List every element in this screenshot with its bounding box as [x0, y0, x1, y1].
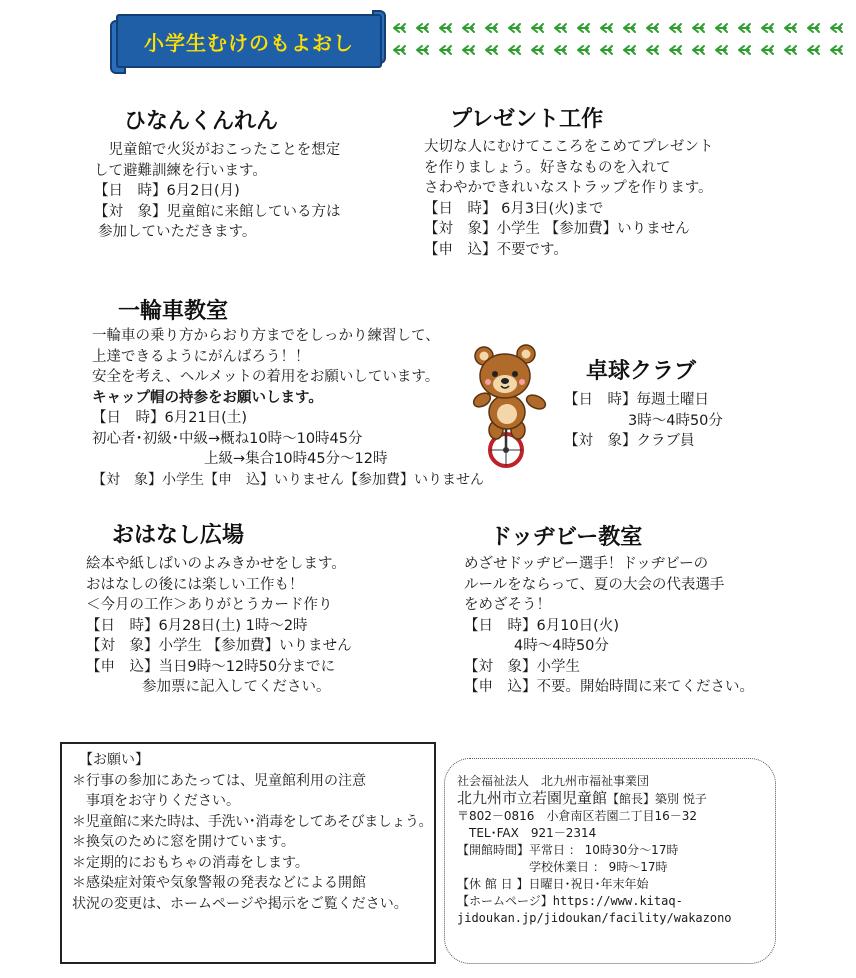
info-address: 〒802－0816 小倉南区若園二丁目16－32 — [457, 809, 697, 823]
arrow-icon — [440, 46, 451, 54]
dodgebee-line: めざせドッヂビー選手！ドッヂビーの — [464, 556, 709, 572]
info-facility-row — [457, 790, 767, 808]
evacuation-line: 【日 時】6月2日(月) — [94, 183, 240, 199]
arrow-icon — [532, 24, 543, 32]
info-hours-school: 学校休業日 ： 9時～17時 — [529, 860, 668, 874]
arrow-icon — [417, 24, 428, 32]
arrow-icon — [716, 24, 727, 32]
present-line: 【申 込】不要です。 — [424, 241, 568, 258]
unicycle-date: 【日 時】6月21日(土) — [92, 410, 247, 426]
info-director: 【館長】築別 悦子 — [607, 792, 707, 806]
table-tennis-target: 【対 象】クラブ員 — [564, 433, 695, 449]
unicycle-level2: 上級→集合10時45分～12時 — [204, 451, 388, 467]
evacuation-body — [94, 140, 341, 243]
present-line: を作りましょう。好きなものを入れて — [424, 159, 671, 176]
unicycle-body — [92, 326, 484, 490]
info-closed: 【休 館 日 】日曜日･祝日･年末年始 — [457, 877, 649, 891]
notice-box — [60, 742, 436, 964]
evacuation-line: 【対 象】児童館に来館している方は — [94, 203, 341, 220]
unicycle-line: 上達できるようにがんばろう！！ — [92, 348, 310, 365]
evacuation-line: 参加していただきます。 — [98, 224, 257, 240]
evacuation-line: 児童館で火災がおこったことを想定 — [94, 142, 341, 158]
arrow-icon — [647, 24, 658, 32]
storytime-line: 【対 象】小学生 【参加費】いりません — [86, 638, 352, 654]
unicycle-level1: 初心者･初級･中級→概ね10時～10時45分 — [92, 430, 363, 447]
present-line: 【対 象】小学生 【参加費】いりません — [424, 221, 690, 237]
arrow-icon — [601, 24, 612, 32]
unicycle-title: 一輪車教室 — [118, 299, 229, 324]
arrow-icon — [509, 24, 520, 32]
present-body — [424, 137, 713, 260]
storytime-line: おはなしの後には楽しい工作も！ — [86, 576, 304, 593]
arrow-icon — [808, 46, 819, 54]
page-title: 小学生むけのもよおし — [144, 30, 354, 55]
arrow-icon — [555, 46, 566, 54]
arrow-icon — [532, 46, 543, 54]
arrow-icon — [647, 46, 658, 54]
arrow-icon — [463, 46, 474, 54]
notice-line: ＊換気のために窓を開けています。 — [72, 834, 295, 850]
dodgebee-line: ルールをならって、夏の大会の代表選手 — [464, 576, 725, 593]
arrow-icon — [716, 46, 727, 54]
dodgebee-line: 【申 込】不要。開始時間に来てください。 — [464, 679, 754, 695]
present-line: さわやかできれいなストラップを作ります。 — [424, 180, 713, 196]
present-title: プレゼント工作 — [450, 107, 604, 132]
facility-info-box — [444, 758, 776, 964]
info-hours-row — [457, 842, 767, 859]
dodgebee-body — [464, 554, 754, 698]
notice-line: ＊感染症対策や気象警報の発表などによる開館 — [72, 875, 366, 891]
info-homepage-url[interactable]: jidoukan.jp/jidoukan/facility/wakazono — [457, 911, 732, 925]
arrow-icon — [463, 24, 474, 32]
arrow-icon — [670, 24, 681, 32]
arrow-icon — [601, 46, 612, 54]
present-line: 【日 時】 6月3日(火)まで — [424, 200, 604, 217]
present-line: 大切な人にむけてこころをこめてプレゼント — [424, 139, 714, 155]
arrow-icon — [739, 46, 750, 54]
arrow-icon — [624, 24, 635, 32]
table-tennis-date: 【日 時】毎週土曜日 — [564, 392, 709, 408]
dodgebee-line: 【対 象】小学生 — [464, 658, 580, 675]
arrow-icon — [555, 24, 566, 32]
storytime-line: 【日 時】6月28日(土) 1時～2時 — [86, 617, 308, 634]
unicycle-line: 安全を考え、ヘルメットの着用をお願いしています。 — [92, 369, 440, 385]
notice-line: ＊定期的におもちゃの消毒をします。 — [72, 854, 309, 871]
arrow-icon — [578, 46, 589, 54]
arrow-icon — [693, 46, 704, 54]
table-tennis-time: 3時～4時50分 — [628, 412, 723, 429]
dodgebee-line: 【日 時】6月10日(火) — [464, 617, 619, 634]
notice-line: ＊行事の参加にあたっては、児童館利用の注意 — [72, 772, 366, 789]
notice-line: 事項をお守りください。 — [72, 793, 240, 809]
info-org: 社会福祉法人 北九州市福祉事業団 — [457, 774, 650, 788]
arrow-icon — [762, 24, 773, 32]
dodgebee-indent-line: 4時～4時50分 — [514, 638, 609, 654]
arrow-icon — [486, 46, 497, 54]
arrow-icon — [486, 24, 497, 32]
storytime-title: おはなし広場 — [112, 523, 245, 548]
arrow-icon — [831, 46, 842, 54]
evacuation-line: して避難訓練を行います。 — [94, 162, 267, 179]
notice-line: ＊児童館に来た時は、手洗い･消毒をしてあそびましょう。 — [72, 813, 433, 830]
bear-unicycle-illustration — [462, 344, 558, 470]
info-facility: 北九州市立若園児童館 — [457, 789, 608, 807]
info-tel: TEL･FAX 921－2314 — [457, 826, 597, 840]
info-hours-label: 【開館時間】 — [457, 843, 530, 857]
storytime-line: ＜今月の工作＞ありがとうカード作り — [86, 597, 333, 613]
storytime-indent-line: 参加票に記入してください。 — [142, 679, 331, 695]
arrow-icon — [762, 46, 773, 54]
unicycle-line: 一輪車の乗り方からおり方までをしっかり練習して、 — [92, 328, 440, 344]
arrow-icon — [808, 24, 819, 32]
page-title-banner — [116, 14, 382, 68]
arrow-decoration — [388, 18, 850, 62]
arrow-icon — [578, 24, 589, 32]
unicycle-bold-line: キャップ帽の持参をお願いします。 — [92, 389, 323, 406]
unicycle-target: 【対 象】小学生【申 込】いりません【参加費】いりません — [92, 471, 484, 488]
arrow-icon — [624, 46, 635, 54]
storytime-line: 絵本や紙しばいのよみきかせをします。 — [86, 556, 346, 572]
storytime-line: 【申 込】当日9時～12時50分までに — [86, 658, 336, 675]
table-tennis-title: 卓球クラブ — [586, 359, 697, 384]
table-tennis-body — [564, 390, 723, 452]
arrow-icon — [440, 24, 451, 32]
arrow-icon — [509, 46, 520, 54]
arrow-icon — [785, 46, 796, 54]
arrow-icon — [394, 46, 405, 54]
arrow-icons — [388, 18, 850, 62]
arrow-icon — [739, 24, 750, 32]
arrow-icon — [670, 46, 681, 54]
notice-line: 状況の変更は、ホームページや掲示をご覧ください。 — [72, 895, 408, 912]
dodgebee-line: をめざそう！ — [464, 597, 551, 613]
storytime-body — [86, 554, 352, 698]
arrow-icon — [417, 46, 428, 54]
notice-line: 【お願い】 — [72, 752, 149, 768]
info-hours-weekday: 平常日 ： 10時30分～17時 — [529, 843, 679, 857]
arrow-icon — [693, 24, 704, 32]
arrow-icon — [394, 24, 405, 32]
arrow-icon — [831, 24, 842, 32]
info-homepage-label: 【ホームページ】https://www.kitaq- — [457, 894, 683, 908]
dodgebee-title: ドッヂビー教室 — [490, 525, 643, 550]
evacuation-title: ひなんくんれん — [124, 109, 279, 134]
arrow-icon — [785, 24, 796, 32]
bear-icon — [462, 344, 558, 470]
